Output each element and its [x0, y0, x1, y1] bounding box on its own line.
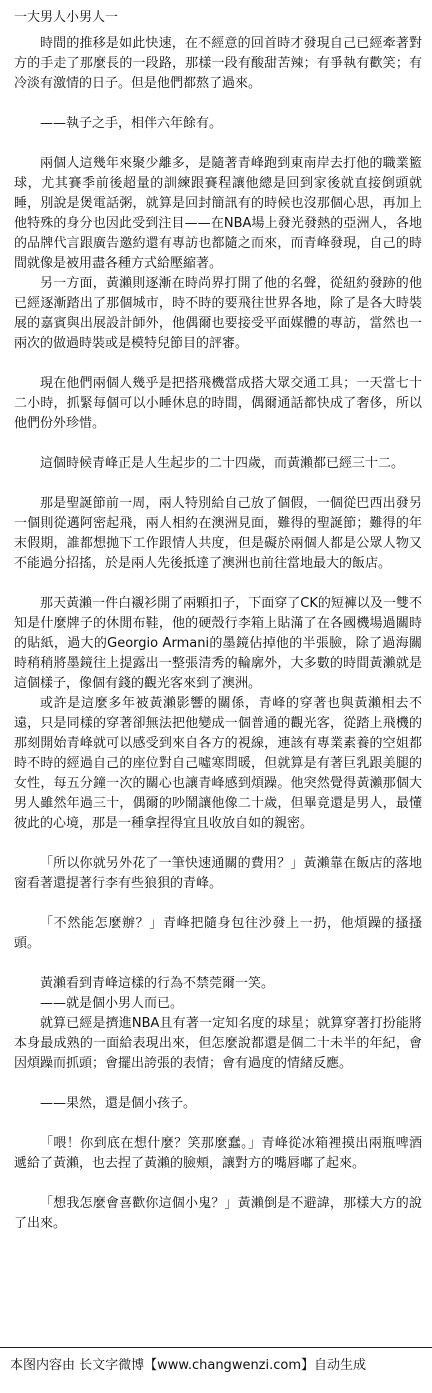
paragraph: 兩個人這幾年來聚少離多，是隨著青峰跑到東南岸去打他的職業籃球，尤其賽季前後超量的訓練跟賽程讓他總是回到家後就直接倒頭就睡，別說是煲電話粥，就算是回封簡訊有的時候也沒那個心思，再加上他特殊的身分也因此受到注目——在NBA場上發光發熱的亞洲人，各地的品牌代言跟廣告邀約還有專訪也都隨之而來，而青峰發現，自己的時間就像是被用盡各種方式給壓縮著。 [14, 156, 422, 271]
paragraph: 「喂！你到底在想什麼？笑那麼蠢。」青峰從冰箱裡摸出兩瓶啤酒遞給了黃瀨，也去捏了黃瀨的臉頰，讓對方的嘴唇嘟了起來。 [14, 1136, 422, 1171]
paragraph: 這個時候青峰正是人生起步的二十四歲，而黃瀨都已經三十二。 [40, 456, 405, 471]
document-title: 一大男人小男人一 [14, 10, 119, 25]
paragraph: 「想我怎麼會喜歡你這個小鬼？」黃瀨倒是不避諱，那樣大方的說了出來。 [14, 1196, 422, 1231]
paragraph: 就算已經是擠進NBA且有著一定知名度的球星；就算穿著打扮能將本身最成熟的一面給表現出來，但怎麼說都還是個二十未半的年紀，會因煩躁而抓頭；會擺出誇張的表情；會有過度的情緒反應。 [14, 1016, 422, 1071]
paragraph: 那天黃瀨一件白襯衫開了兩顆扣子，下面穿了CK的短褲以及一雙不知是什麼牌子的休閒布鞋，他的硬殼行李箱上貼滿了在各國機場過關時的貼紙，過大的Georgio Armani的墨鏡佔掉他的半張臉，除了過海關時稍稍將墨鏡往上提露出一整張清秀的輪廓外，大多數的時間黃瀨就是這個樣子，像個有錢的觀光客來到了澳洲。 [14, 596, 422, 691]
footer-credit: 本图内容由 长文字微博【www.changwenzi.com】自动生成 [10, 1358, 367, 1373]
paragraph: 或許是這麼多年被黃瀨影響的關係，青峰的穿著也與黃瀨相去不遠，只是同樣的穿著卻無法把他變成一個普通的觀光客，從踏上飛機的那刻開始青峰就可以感受到來自各方的視線，連該有專業素養的空姐都時不時的經過自己的座位對自己噓寒問暖，但就算是有著巨乳跟美腿的女性，每五分鐘一次的關心也讓青峰感到煩躁。他突然覺得黃瀨那個大男人雖然年過三十，偶爾的吵鬧讓他像二十歲，但畢竟還是男人，最懂彼此的心境，那是一種拿捏得宜且收放自如的親密。 [14, 696, 422, 831]
paragraph: ——果然，還是個小孩子。 [40, 1096, 197, 1111]
paragraph: ——執子之手，相伴六年餘有。 [40, 116, 223, 131]
paragraph: 「不然能怎麼辦？」青峰把隨身包往沙發上一扔，他煩躁的搔搔頭。 [14, 916, 422, 951]
paragraph: ——就是個小男人而已。 [40, 996, 184, 1011]
paragraph: 另一方面，黃瀨則逐漸在時尚界打開了他的名聲，從紐約發跡的他已經逐漸踏出了那個城市，時不時的要飛往世界各地，除了是各大時裝展的嘉賓與出展設計師外，他偶爾也要接受平面媒體的專訪，當然也一兩次的做過時裝或是模特兒節目的評審。 [14, 276, 422, 351]
document-body [14, 34, 422, 1234]
paragraph: 時間的推移是如此快速，在不經意的回首時才發現自己已經牽著對方的手走了那麼長的一段路，那樣一段有酸甜苦辣；有爭執有歡笑；有冷淡有激情的日子。但是他們都熬了過來。 [14, 36, 422, 91]
paragraph: 「所以你就另外花了一筆快速通關的費用？」黃瀨靠在飯店的落地窗看著還提著行李有些狼狽的青峰。 [14, 856, 422, 891]
footer-divider [0, 1347, 432, 1348]
paragraph: 現在他們兩個人幾乎是把搭飛機當成搭大眾交通工具；一天當七十二小時，抓緊每個可以小睡休息的時間，偶爾通話都快成了奢侈，所以他們份外珍惜。 [14, 376, 422, 431]
paragraph: 那是聖誕節前一周，兩人特別給自己放了個假，一個從巴西出發另一個則從邁阿密起飛，兩人相約在澳洲見面，難得的聖誕節；難得的年末假期，誰都想拋下工作跟情人共度，但是礙於兩個人都是公眾人物又不能過分招搖，於是兩人先後抵達了澳洲也前往當地最大的飯店。 [14, 496, 422, 571]
paragraph: 黃瀨看到青峰這樣的行為不禁莞爾一笑。 [40, 976, 275, 991]
